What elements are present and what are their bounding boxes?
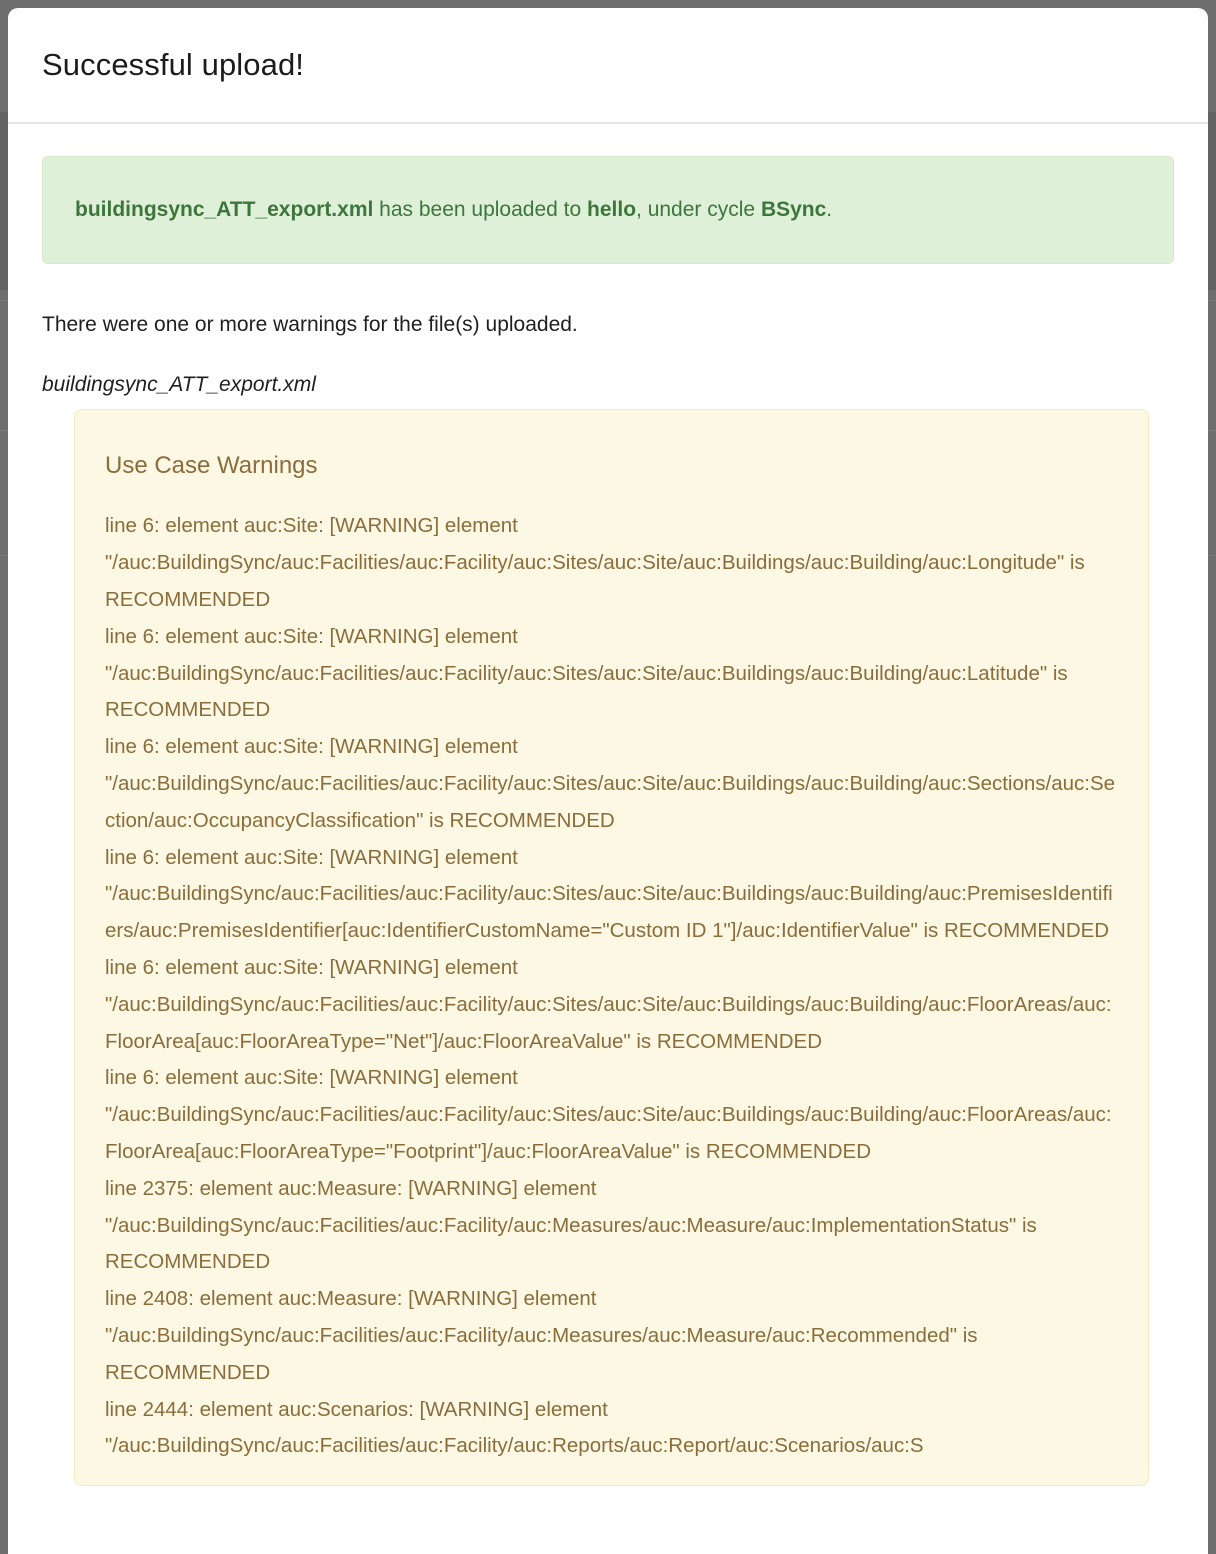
uploaded-filename: buildingsync_ATT_export.xml xyxy=(75,198,373,221)
alert-text-middle-2: , under cycle xyxy=(636,198,761,221)
upload-success-message xyxy=(75,195,832,225)
warnings-filename-label: buildingsync_ATT_export.xml xyxy=(42,371,1174,398)
warning-item: line 6: element auc:Site: [WARNING] element "/auc:BuildingSync/auc:Facilities/auc:Facility/auc:Sites/auc:Site/auc:Buildings/auc:Building/auc:Latitude" is RECOMMENDED xyxy=(105,619,1118,729)
warning-item: line 2408: element auc:Measure: [WARNING] element "/auc:BuildingSync/auc:Facilities/auc:Facility/auc:Measures/auc:Measure/auc:Recommended" is RECOMMENDED xyxy=(105,1281,1118,1391)
warning-item: line 6: element auc:Site: [WARNING] element "/auc:BuildingSync/auc:Facilities/auc:Facility/auc:Sites/auc:Site/auc:Buildings/auc:Building/auc:FloorAreas/auc:FloorArea[auc:FloorAreaType="Net"]/auc:FloorAreaValue" is RECOMMENDED xyxy=(105,950,1118,1060)
upload-result-modal xyxy=(8,8,1208,1554)
warnings-list xyxy=(105,508,1118,1465)
use-case-warnings-title: Use Case Warnings xyxy=(105,452,1118,481)
alert-text-middle-1: has been uploaded to xyxy=(373,198,587,221)
warning-item: line 6: element auc:Site: [WARNING] element "/auc:BuildingSync/auc:Facilities/auc:Facility/auc:Sites/auc:Site/auc:Buildings/auc:Building/auc:FloorAreas/auc:FloorArea[auc:FloorAreaType="Footprint"]/auc:FloorAreaValue" is RECOMMENDED xyxy=(105,1060,1118,1170)
upload-cycle: BSync xyxy=(761,198,826,221)
upload-destination: hello xyxy=(587,198,636,221)
warning-item: line 6: element auc:Site: [WARNING] element "/auc:BuildingSync/auc:Facilities/auc:Facility/auc:Sites/auc:Site/auc:Buildings/auc:Building/auc:Sections/auc:Section/auc:OccupancyClassification" is RECOMMENDED xyxy=(105,729,1118,839)
warnings-intro-text: There were one or more warnings for the file(s) uploaded. xyxy=(42,310,1174,339)
warning-item: line 2375: element auc:Measure: [WARNING] element "/auc:BuildingSync/auc:Facilities/auc:Facility/auc:Measures/auc:Measure/auc:ImplementationStatus" is RECOMMENDED xyxy=(105,1171,1118,1281)
modal-title: Successful upload! xyxy=(42,46,304,83)
modal-body xyxy=(8,124,1208,1486)
alert-text-end: . xyxy=(826,198,832,221)
use-case-warnings-panel xyxy=(74,409,1149,1487)
upload-success-alert xyxy=(42,156,1174,264)
warning-item: line 6: element auc:Site: [WARNING] element "/auc:BuildingSync/auc:Facilities/auc:Facility/auc:Sites/auc:Site/auc:Buildings/auc:Building/auc:Longitude" is RECOMMENDED xyxy=(105,508,1118,618)
warning-item: line 6: element auc:Site: [WARNING] element "/auc:BuildingSync/auc:Facilities/auc:Facility/auc:Sites/auc:Site/auc:Buildings/auc:Building/auc:PremisesIdentifiers/auc:PremisesIdentifier[auc:IdentifierCustomName="Custom ID 1"]/auc:IdentifierValue" is RECOMMENDED xyxy=(105,840,1118,950)
warning-item: line 2444: element auc:Scenarios: [WARNING] element "/auc:BuildingSync/auc:Facilities/auc:Facility/auc:Reports/auc:Report/auc:Scenarios/auc:S xyxy=(105,1392,1118,1466)
modal-header xyxy=(8,8,1208,124)
